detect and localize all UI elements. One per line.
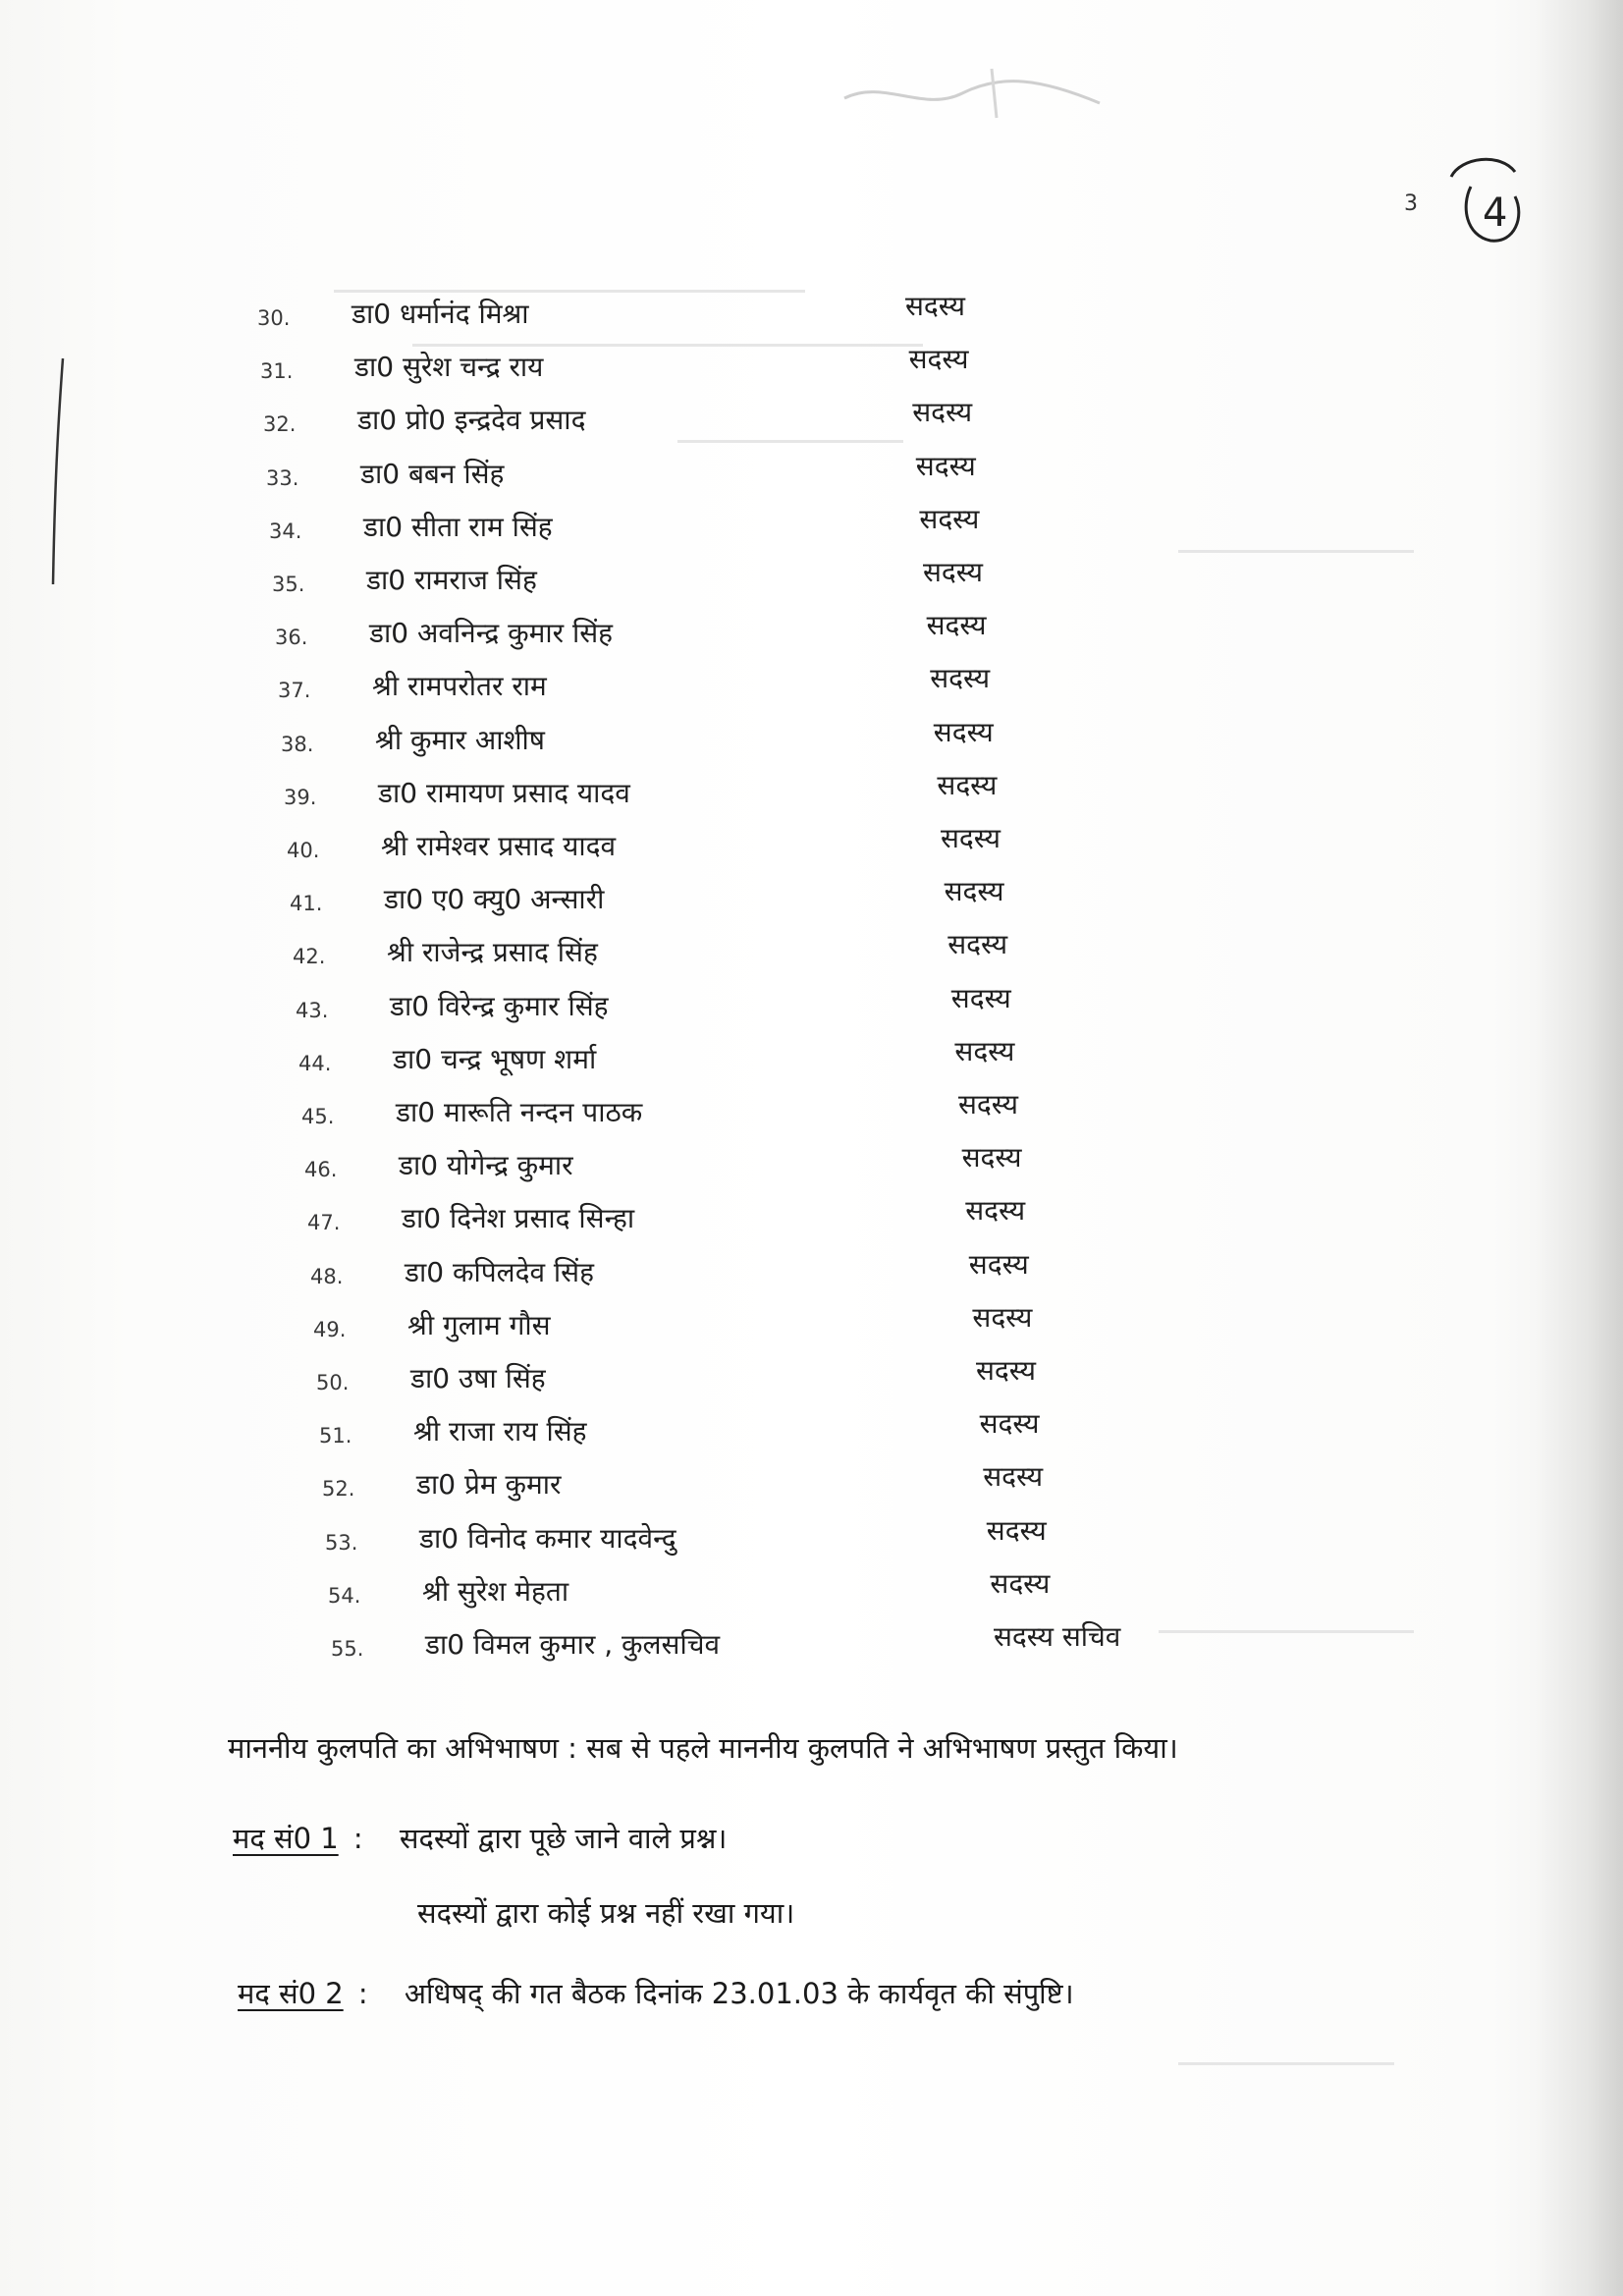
member-number: 54. [328,1583,361,1608]
member-role: सदस्य [968,1247,1029,1281]
member-number: 47. [307,1211,341,1235]
member-number: 50. [316,1371,350,1394]
member-name: डा0 मारूति नन्दन पाठक [396,1096,643,1128]
member-number: 38. [281,732,314,756]
bleed-through-line [677,440,903,443]
member-role: सदस्य [961,1141,1022,1175]
member-number: 34. [269,519,302,543]
member-name: डा0 कपिलदेव सिंह [405,1255,594,1288]
member-number: 55. [331,1637,364,1661]
member-number: 49. [313,1317,347,1341]
member-name: डा0 प्रेम कुमार [416,1468,562,1502]
member-name: श्री गुलाम गौस [407,1308,551,1341]
member-role: सदस्य [965,1194,1026,1228]
agenda-item-1-text: सदस्यों द्वारा पूछे जाने वाले प्रश्न। [399,1822,728,1855]
member-number: 42. [293,945,326,969]
member-role: सदस्य [986,1513,1047,1547]
member-name: डा0 दिनेश प्रसाद सिन्हा [402,1202,635,1235]
member-number: 43. [296,998,329,1022]
member-number: 35. [272,573,305,596]
member-name: डा0 सुरेश चन्द्र राय [354,351,544,384]
member-number: 39. [284,785,317,809]
member-name: डा0 धर्मानंद मिश्रा [352,298,529,330]
bleed-through-line [1178,550,1414,553]
member-number: 37. [278,679,311,703]
page-number: 3 [1404,191,1418,216]
member-number: 45. [301,1105,335,1128]
member-number: 33. [266,465,299,490]
member-name: श्री रामपरोतर राम [372,670,547,703]
member-number: 52. [322,1477,355,1502]
member-role: सदस्य [923,556,983,588]
agenda-item-1-label: मद सं0 1 [233,1822,339,1855]
member-role: सदस्य [944,875,1004,908]
member-role: सदस्य [919,502,980,535]
member-name: डा0 चन्द्र भूषण शर्मा [393,1042,597,1075]
margin-pen-mark [49,354,69,589]
agenda-item-2-text: अधिषद् की गत बैठक दिनांक 23.01.03 के कार्यवृत की संपुष्टि। [404,1977,1074,2010]
member-name: डा0 विमल कुमार , कुलसचिव [425,1628,721,1661]
member-number: 46. [304,1158,338,1182]
member-name: डा0 बबन सिंह [360,457,505,490]
member-number: 32. [263,412,297,437]
agenda-item-1-colon: : [352,1822,363,1855]
member-role: सदस्य [933,715,994,748]
vc-address-label: माननीय कुलपति का अभिभाषण : [228,1731,577,1765]
member-number: 40. [287,839,320,862]
bleed-through-line [1159,1630,1414,1633]
member-name: श्री सुरेश मेहता [422,1574,569,1608]
member-name: डा0 ए0 क्यु0 अन्सारी [384,883,605,916]
member-name: डा0 रामायण प्रसाद यादव [378,776,630,809]
bleed-through-line [1178,2062,1394,2065]
member-number: 44. [298,1051,332,1075]
member-name: डा0 रामराज सिंह [366,564,537,596]
member-name: श्री राजेन्द्र प्रसाद सिंह [387,936,598,969]
agenda-item-2-colon: : [357,1977,368,2010]
member-name: श्री रामेश्वर प्रसाद यादव [381,830,617,862]
member-role: सदस्य [972,1300,1033,1334]
member-number: 36. [275,626,308,650]
member-role: सदस्य [937,768,998,801]
handwritten-page-stamp [1432,147,1540,255]
vc-address-text: सब से पहले माननीय कुलपति ने अभिभाषण प्रस्तुत किया। [586,1731,1178,1765]
member-name: डा0 अवनिन्द्र कुमार सिंह [369,617,614,650]
member-role: सदस्य [950,981,1011,1014]
member-role: सदस्य [905,290,965,322]
member-role: सदस्य [930,662,991,695]
agenda-item-2-label: मद सं0 2 [238,1977,344,2010]
svg-text:4: 4 [1483,191,1508,236]
member-role: सदस्य [979,1407,1040,1441]
member-name: डा0 विनोद कमार यादवेन्दु [419,1521,676,1555]
member-role: सदस्य [915,449,976,482]
member-name: डा0 विरेन्द्र कुमार सिंह [390,989,609,1022]
member-role: सदस्य [908,343,969,376]
bleed-through-line [412,344,923,347]
member-number: 30. [257,306,291,330]
agenda-item-1 [233,1819,727,1857]
member-number: 51. [319,1424,352,1449]
member-role: सदस्य [958,1088,1018,1121]
member-role: सदस्य [926,609,987,642]
scan-edge-shadow [1535,0,1623,2296]
member-name: डा0 प्रो0 इन्द्रदेव प्रसाद [357,404,586,437]
member-name: डा0 सीता राम सिंह [363,510,553,543]
member-role: सदस्य [954,1034,1015,1067]
member-role: सदस्य [947,928,1008,961]
member-name: डा0 योगेन्द्र कुमार [399,1149,573,1182]
member-role: सदस्य [941,822,1001,854]
member-number: 41. [290,892,323,916]
member-name: डा0 उषा सिंह [410,1362,546,1394]
member-role: सदस्य [912,396,973,429]
member-number: 53. [325,1530,358,1555]
member-role: सदस्य [976,1354,1036,1387]
member-role: सदस्य सचिव [994,1620,1121,1653]
member-role: सदस्य [983,1460,1044,1494]
member-role: सदस्य [990,1566,1051,1600]
top-smudge-mark [805,59,1159,128]
member-name: श्री कुमार आशीष [375,723,545,756]
vc-address-paragraph [228,1728,1178,1767]
member-number: 48. [310,1264,344,1288]
agenda-item-2 [238,1974,1074,2012]
member-number: 31. [260,359,294,384]
bleed-through-line [334,290,805,293]
member-name: श्री राजा राय सिंह [413,1415,587,1449]
agenda-item-1-note: सदस्यों द्वारा कोई प्रश्न नहीं रखा गया। [417,1896,795,1930]
